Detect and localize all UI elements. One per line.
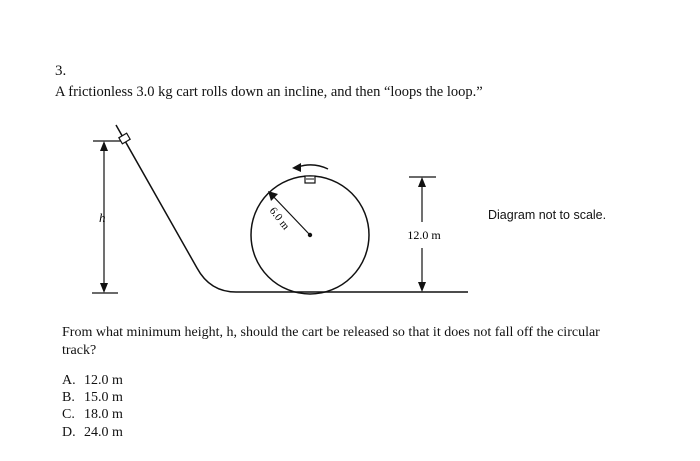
- choice-letter: B.: [62, 390, 75, 405]
- height-label: h: [99, 210, 106, 225]
- direction-arc: [298, 165, 328, 169]
- height-dimension: [92, 141, 122, 293]
- choice-letter: A.: [62, 373, 76, 388]
- answer-choice-b[interactable]: [62, 390, 123, 406]
- radius-label: 6.0 m: [266, 205, 292, 233]
- question-stem: A frictionless 3.0 kg cart rolls down an incline, and then “loops the loop.”: [55, 84, 483, 100]
- height-arrow-up: [100, 141, 108, 151]
- diagram-note: Diagram not to scale.: [488, 208, 607, 222]
- choice-letter: D.: [62, 425, 76, 440]
- answer-choice-c[interactable]: [62, 407, 123, 423]
- height-arrow-down: [100, 283, 108, 293]
- answer-choice-d[interactable]: [62, 425, 123, 441]
- track: [116, 125, 468, 292]
- choice-text: 15.0 m: [84, 390, 123, 405]
- answer-choice-a[interactable]: [62, 373, 123, 389]
- diameter-label: 12.0 m: [407, 228, 441, 242]
- choice-text: 18.0 m: [84, 407, 123, 422]
- question-number: 3.: [55, 63, 67, 79]
- choice-text: 12.0 m: [84, 373, 123, 388]
- diameter-arrow-down: [418, 282, 426, 292]
- choice-letter: C.: [62, 407, 75, 422]
- cart-on-incline: [119, 133, 130, 144]
- question-prompt: From what minimum height, h, should the cart be released so that it does not fall off the circular track?: [62, 325, 600, 358]
- choice-text: 24.0 m: [84, 425, 123, 440]
- direction-arrowhead: [292, 163, 301, 172]
- diameter-arrow-up: [418, 177, 426, 187]
